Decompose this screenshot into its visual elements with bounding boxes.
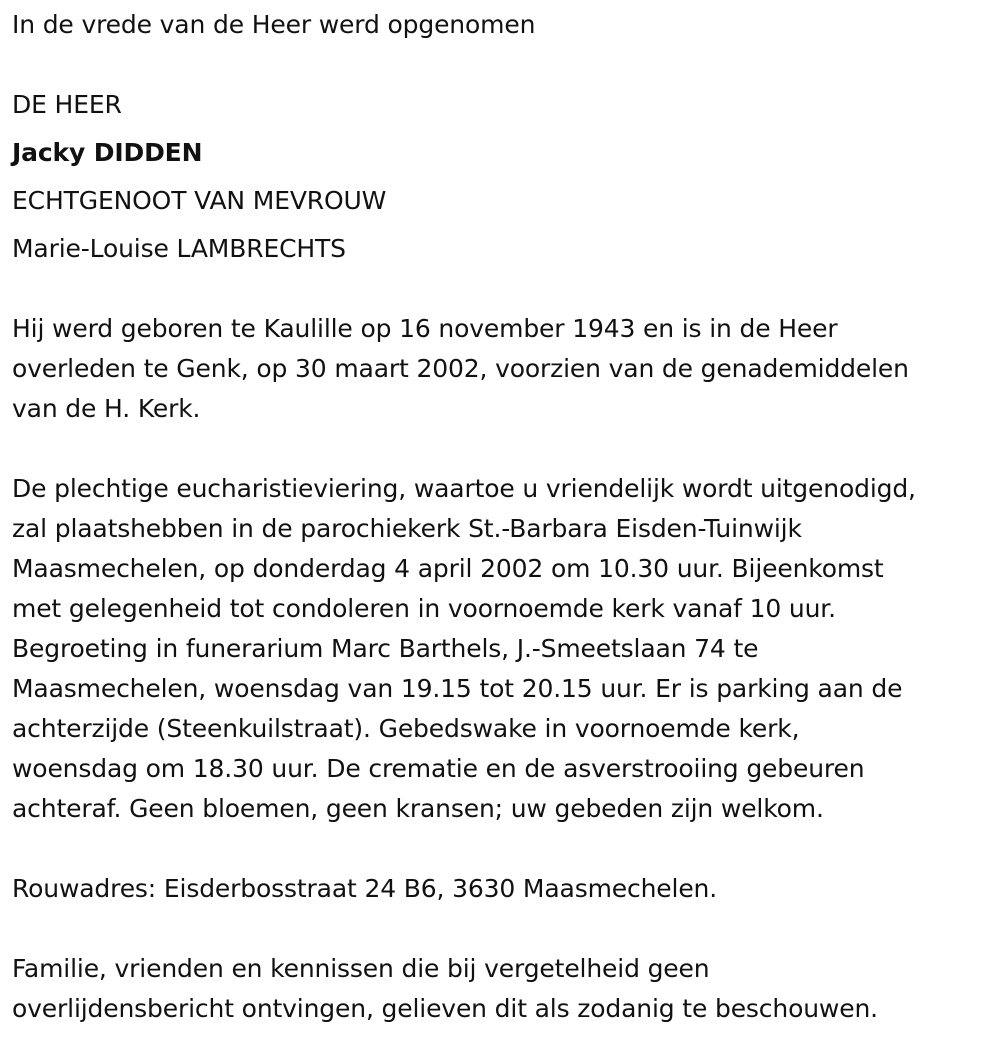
spouse-label: ECHTGENOOT VAN MEVROUW	[12, 186, 387, 215]
paragraph-line: Maasmechelen, woensdag van 19.15 tot 20.15 uur. Er is parking aan de	[12, 674, 903, 703]
paragraph-line: achteraf. Geen bloemen, geen kransen; uw gebeden zijn welkom.	[12, 794, 824, 823]
paragraph-line: achterzijde (Steenkuilstraat). Gebedswake in voornoemde kerk,	[12, 714, 800, 743]
paragraph-line: met gelegenheid tot condoleren in voornoemde kerk vanaf 10 uur.	[12, 594, 836, 623]
paragraph-line: Maasmechelen, op donderdag 4 april 2002 om 10.30 uur. Bijeenkomst	[12, 554, 884, 583]
title: DE HEER	[12, 90, 122, 119]
spouse-name: Marie-Louise LAMBRECHTS	[12, 234, 346, 263]
mourning-address: Rouwadres: Eisderbosstraat 24 B6, 3630 Maasmechelen.	[12, 874, 718, 903]
paragraph-line: De plechtige eucharistieviering, waartoe u vriendelijk wordt uitgenodigd,	[12, 474, 916, 503]
deceased-name: Jacky DIDDEN	[12, 138, 203, 167]
paragraph-line: zal plaatshebben in de parochiekerk St.-Barbara Eisden-Tuinwijk	[12, 514, 802, 543]
paragraph-line: overlijdensbericht ontvingen, gelieven dit als zodanig te beschouwen.	[12, 994, 878, 1023]
opening-line: In de vrede van de Heer werd opgenomen	[12, 10, 536, 39]
paragraph-line: van de H. Kerk.	[12, 394, 201, 423]
paragraph-line: Familie, vrienden en kennissen die bij vergetelheid geen	[12, 954, 710, 983]
paragraph-line: woensdag om 18.30 uur. De crematie en de asverstrooiing gebeuren	[12, 754, 865, 783]
paragraph-line: Hij werd geboren te Kaulille op 16 november 1943 en is in de Heer	[12, 314, 838, 343]
paragraph-line: overleden te Genk, op 30 maart 2002, voorzien van de genademiddelen	[12, 354, 909, 383]
paragraph-line: Begroeting in funerarium Marc Barthels, J.-Smeetslaan 74 te	[12, 634, 759, 663]
